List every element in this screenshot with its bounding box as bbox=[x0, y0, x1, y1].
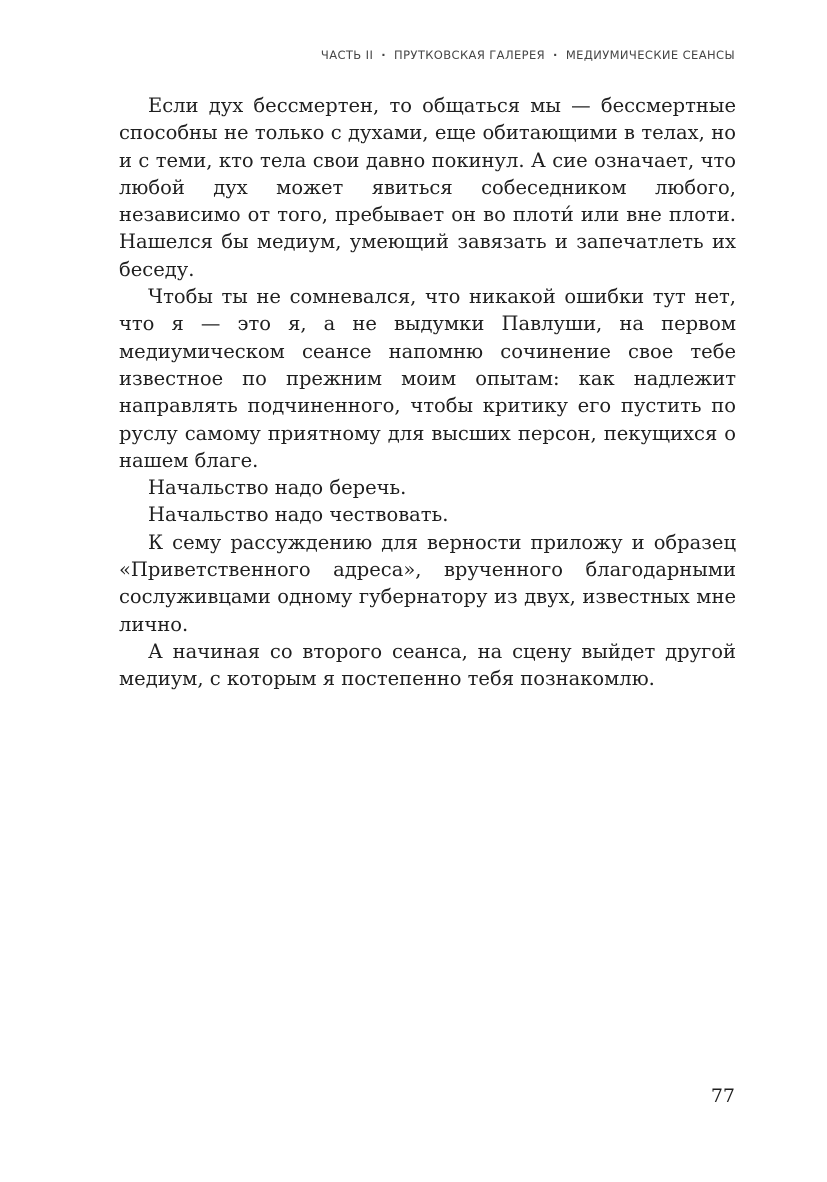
running-head bbox=[321, 48, 735, 62]
running-head-part: ЧАСТЬ II bbox=[320, 48, 374, 62]
running-head-separator: · bbox=[381, 48, 387, 62]
paragraph: Начальство надо беречь. bbox=[148, 476, 407, 500]
body-text bbox=[119, 92, 736, 693]
paragraph: Начальство надо чествовать. bbox=[148, 503, 449, 527]
paragraph: К сему рассуждению для верности приложу и образец «Приветственного адреса», врученного благодарными сослуживцами одному губернатору из двух, известных мне лично. bbox=[119, 530, 736, 636]
running-head-section: ПРУТКОВСКАЯ ГАЛЕРЕЯ bbox=[394, 48, 546, 62]
paragraph: Чтобы ты не сомневался, что никакой ошибки тут нет, что я — это я, а не выдумки Павлуши, на первом медиумическом сеансе напомню сочинение свое тебе известное по прежним моим опытам: как надлежит направлять подчиненного, чтобы критику его пустить по руслу самому приятному для высших персон, пекущихся о нашем благе. bbox=[119, 285, 736, 472]
paragraph: А начиная со второго сеанса, на сцену выйдет другой медиум, с которым я постепенно тебя познакомлю. bbox=[119, 639, 736, 691]
paragraph: Если дух бессмертен, то общаться мы — бессмертные способны не только с духами, еще обитающими в телах, но и с теми, кто тела свои давно покинул. А сие означает, что любой дух может явиться собеседником любого, независимо от того, пребывает он во плоти́ или вне плоти. Нашелся бы медиум, умеющий завязать и запечатлеть их беседу. bbox=[119, 94, 736, 281]
running-head-separator: · bbox=[553, 48, 558, 62]
page-number: 77 bbox=[710, 1085, 735, 1107]
running-head-chapter: МЕДИУМИЧЕСКИЕ СЕАНСЫ bbox=[565, 48, 735, 62]
